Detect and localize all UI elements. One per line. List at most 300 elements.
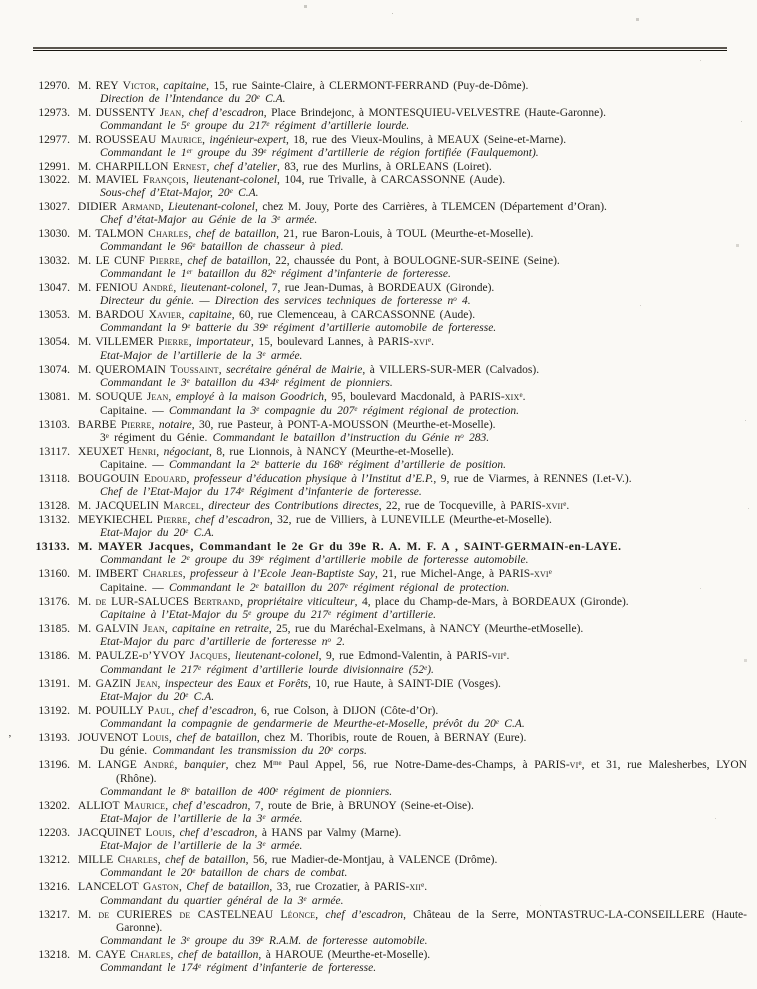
text-segment: e: [187, 321, 191, 330]
entry-number: 13054.: [38, 336, 70, 348]
entry-body: [78, 909, 747, 949]
entry-row: [30, 800, 747, 827]
entry-list: [30, 80, 747, 976]
text-segment: ,: [168, 391, 176, 403]
entry-row: [30, 650, 747, 678]
entry-row: [30, 174, 747, 201]
text-segment: Louis: [145, 827, 173, 839]
text-segment: ALLIOT: [78, 800, 124, 812]
entry-main-line: [78, 909, 747, 935]
text-segment: de: [95, 596, 107, 608]
text-segment: LANCELOT: [78, 881, 143, 893]
text-segment: Charles: [142, 568, 183, 580]
text-segment: capitaine: [163, 80, 207, 92]
text-segment: armée.: [265, 840, 303, 852]
text-segment: e: [241, 485, 245, 494]
text-segment: e: [272, 267, 276, 276]
entry-main-line: [78, 391, 747, 405]
entry-function-line: [78, 718, 747, 732]
text-segment: Commandant les transmission du 20: [152, 745, 331, 757]
text-segment: Ernest: [172, 161, 207, 173]
entry-function-line: [78, 786, 747, 800]
text-segment: régiment d’artillerie automobile de forteresse.: [268, 322, 497, 334]
text-segment: Pierre: [156, 514, 188, 526]
entry-row: [30, 134, 747, 161]
text-segment: e: [275, 785, 279, 794]
text-segment: ).: [427, 664, 434, 676]
text-segment: Chef d’état-Major au Génie de la 3: [100, 214, 278, 226]
text-segment: xvi: [533, 568, 549, 580]
text-segment: de: [98, 909, 110, 921]
text-segment: régiment d’artillerie lourde divisionnaire (52: [201, 664, 425, 676]
entry-body: [78, 446, 747, 473]
text-segment: ,: [202, 134, 210, 146]
text-segment: Capitaine. —: [100, 405, 169, 417]
entry-main-line: [78, 161, 747, 174]
text-segment: , 18, rue des Vieux-Moulins, à MEAUX (Seine-et-Marne).: [285, 134, 567, 146]
text-segment: 4.: [456, 295, 471, 307]
text-segment: ingénieur-expert: [209, 134, 286, 146]
entry-function-line: [78, 120, 747, 134]
text-segment: ,: [172, 827, 180, 839]
text-segment: capitaine en retraite: [172, 623, 269, 635]
entry-function-line: [78, 935, 747, 949]
text-segment: ,: [169, 732, 177, 744]
text-segment: e: [260, 934, 264, 943]
entry-body: [78, 514, 747, 541]
entry-number: 13132.: [38, 514, 70, 526]
text-segment: bataillon de chasseur à pied.: [195, 241, 344, 253]
text-segment: Gaston: [142, 881, 179, 893]
entry-body: [78, 134, 747, 161]
text-segment: e: [263, 146, 267, 155]
text-segment: d’: [142, 650, 153, 662]
entry-main-line: [78, 107, 747, 120]
entry-row: [30, 759, 747, 800]
text-segment: e: [421, 880, 425, 889]
entry-main-line: [78, 800, 747, 813]
text-segment: e: [229, 186, 233, 195]
entry-function-line: [78, 582, 747, 596]
entry-number: 13216.: [38, 881, 70, 893]
text-segment: vii: [491, 650, 504, 662]
entry-number: 13027.: [38, 201, 70, 213]
text-segment: lieutenant-colonel: [193, 174, 278, 186]
entry-number: 13176.: [38, 596, 70, 608]
text-segment: e: [519, 390, 523, 399]
text-segment: o: [460, 431, 464, 440]
entry-row: [30, 391, 747, 419]
entry-body: [78, 568, 747, 596]
text-segment: , 25, rue du Maréchal-Exelmans, à NANCY (Meurthe-etMoselle).: [268, 623, 584, 635]
text-segment: ,: [227, 650, 235, 662]
text-segment: M. CAYE: [78, 949, 131, 961]
text-segment: , 22, rue de Tocqueville, à PARIS-: [378, 500, 546, 512]
text-segment: groupe du 39: [189, 935, 261, 947]
text-segment: .: [566, 500, 570, 512]
text-segment: R.A.M. de forteresse automobile.: [263, 935, 428, 947]
text-segment: régiment d’infanterie de forteresse.: [201, 962, 377, 974]
text-segment: Commandant du quartier général de la 3: [100, 895, 304, 907]
text-segment: .: [424, 881, 428, 893]
entry-function-line: [78, 609, 747, 623]
text-segment: e: [248, 608, 252, 617]
text-segment: ,: [181, 309, 189, 321]
entry-number: 13128.: [38, 500, 70, 512]
entry-main-line: [78, 364, 747, 377]
text-segment: ,: [165, 800, 173, 812]
entry-row: [30, 909, 747, 949]
entry-number: 13191.: [38, 678, 70, 690]
text-segment: , chez M. Jouy, Porte des Carrières, à TLEMCEN (Département d’Oran).: [254, 201, 607, 213]
text-segment: M. MAVIEL: [78, 174, 143, 186]
entry-function-line: [78, 554, 747, 568]
text-segment: e: [192, 240, 196, 249]
entry-main-line: [78, 473, 747, 486]
text-segment: groupe du 217: [189, 120, 267, 132]
text-segment: M. POUILLY: [78, 705, 148, 717]
entry-body: [78, 827, 747, 854]
text-segment: , 6, rue Colson, à DIJON (Côte-d’Or).: [253, 705, 439, 717]
text-segment: Capitaine à l’Etat-Major du 5: [100, 609, 249, 621]
entry-main-line: [78, 282, 747, 295]
entry-body: [78, 364, 747, 391]
text-segment: Commandant le 96: [100, 241, 193, 253]
text-segment: M. BARDOU: [78, 309, 149, 321]
entry-main-line: [78, 336, 747, 350]
text-segment: professeur d’éducation physique à l’Institut d’E.P.: [193, 473, 434, 485]
entry-body: [78, 623, 747, 650]
text-segment: e: [256, 92, 260, 101]
text-segment: xii: [409, 881, 422, 893]
entry-function-line: [78, 432, 747, 446]
entry-main-line: [78, 514, 747, 527]
text-segment: Commandant le 5: [100, 120, 187, 132]
text-segment: e: [339, 458, 343, 467]
text-segment: o: [453, 294, 457, 303]
text-segment: , 83, rue des Murlins, à ORLEANS (Loiret).: [277, 161, 492, 173]
text-segment: M. SOUQUE: [78, 391, 147, 403]
entry-number: 13030.: [38, 228, 70, 240]
entry-row: [30, 473, 747, 500]
entry-row: [30, 500, 747, 514]
text-segment: Lieutenant-colonel: [168, 201, 255, 213]
text-segment: M.: [78, 596, 96, 608]
entry-function-line: [78, 664, 747, 678]
entry-body: [78, 255, 747, 282]
text-segment: M. CHARPILLON: [78, 161, 173, 173]
text-segment: M. IMBERT: [78, 568, 143, 580]
entry-main-line: [78, 500, 747, 514]
text-segment: M. VILLEMER: [78, 336, 158, 348]
entry-main-line: [78, 623, 747, 636]
text-segment: e: [256, 404, 260, 413]
text-segment: Commandant le 20: [100, 867, 193, 879]
text-segment: Bertrand: [193, 596, 241, 608]
text-segment: ,: [185, 174, 194, 186]
text-segment: Commandant le 2: [100, 554, 187, 566]
text-segment: Commandant la 9: [100, 322, 188, 334]
text-segment: me: [273, 758, 282, 767]
text-segment: bataillon de 400: [189, 786, 276, 798]
entry-row: [30, 705, 747, 732]
text-segment: .: [522, 391, 526, 403]
text-segment: ,: [156, 446, 164, 458]
entry-number: 13202.: [38, 800, 70, 812]
text-segment: M.: [78, 909, 99, 921]
text-segment: André: [143, 759, 175, 771]
entry-row: [30, 336, 747, 364]
entry-function-line: [78, 813, 747, 827]
text-segment: Jean: [146, 391, 169, 403]
text-segment: e: [354, 404, 358, 413]
text-segment: armée.: [265, 813, 303, 825]
text-segment: YVOY: [152, 650, 190, 662]
text-segment: ,: [160, 201, 169, 213]
entry-number: 13218.: [38, 949, 70, 961]
text-segment: Commandant le 217: [100, 664, 199, 676]
entry-row: [30, 678, 747, 705]
text-segment: Commandant le 1: [100, 268, 187, 280]
entry-row: [30, 80, 747, 107]
text-segment: négociant: [163, 446, 209, 458]
entry-main-line: [78, 732, 747, 745]
text-segment: Louis: [142, 732, 170, 744]
text-segment: employé à la maison Goodrich: [175, 391, 324, 403]
text-segment: Charles: [130, 949, 171, 961]
entry-body: [78, 161, 747, 174]
entry-body: [78, 336, 747, 364]
entry-body: [78, 107, 747, 134]
text-segment: régiment de pionniers.: [278, 377, 393, 389]
text-segment: JOUVENOT: [78, 732, 143, 744]
entry-row: [30, 107, 747, 134]
text-segment: chef d’escadron: [188, 107, 264, 119]
text-segment: ,: [188, 336, 197, 348]
text-segment: M. GAZIN: [78, 678, 136, 690]
entry-body: [78, 309, 747, 336]
text-segment: régiment du Génie.: [108, 432, 213, 444]
text-segment: e: [262, 349, 266, 358]
text-segment: , à HANS par Valmy (Marne).: [254, 827, 402, 839]
text-segment: ,: [170, 949, 178, 961]
entry-number: 13022.: [38, 174, 70, 186]
text-segment: , 33, rue Crozatier, à PARIS-: [269, 881, 410, 893]
entry-main-line: [78, 309, 747, 322]
text-segment: compagnie du 207: [259, 405, 355, 417]
text-segment: lieutenant-colonel: [234, 650, 319, 662]
text-segment: ,: [173, 282, 181, 294]
entry-body: [78, 949, 747, 976]
entry-number: 13196.: [38, 759, 70, 771]
text-segment: Sous-chef d’Etat-Major, 20: [100, 187, 230, 199]
text-segment: .: [431, 336, 434, 348]
text-segment: DIDIER: [78, 201, 122, 213]
text-segment: ,: [178, 881, 187, 893]
entry-row: [30, 228, 747, 255]
entry-number: 12991.: [38, 161, 70, 173]
text-segment: e: [255, 581, 259, 590]
entry-function-line: [78, 147, 747, 161]
text-segment: professeur à l’Ecole Jean-Baptiste Say: [190, 568, 375, 580]
entry-main-line: [78, 419, 747, 432]
text-segment: Chef de l’Etat-Major du 174: [100, 486, 242, 498]
text-segment: Commandant le bataillon d’instruction du Génie n: [212, 432, 461, 444]
text-segment: Commandant le 174: [100, 962, 199, 974]
entry-body: [78, 391, 747, 419]
text-segment: xvii: [545, 500, 564, 512]
text-segment: chef d’escadron: [325, 909, 404, 921]
text-segment: chef de bataillon: [195, 228, 277, 240]
text-segment: , 22, chaussée du Pont, à BOULOGNE-SUR-SEINE (Seine).: [267, 255, 560, 267]
text-segment: Léonce: [280, 909, 316, 921]
text-segment: , 56, rue Madier-de-Montjau, à VALENCE (Drôme).: [245, 854, 498, 866]
entry-number: 13192.: [38, 705, 70, 717]
entry-main-line: [78, 678, 747, 691]
text-segment: XEUXET: [78, 446, 129, 458]
text-segment: inspecteur des Eaux et Forêts: [164, 678, 308, 690]
text-segment: directeur des Contributions directes: [208, 500, 379, 512]
entry-main-line: [78, 80, 747, 93]
text-segment: Etat-Major du 20: [100, 691, 186, 703]
entry-main-line: [78, 255, 747, 268]
text-segment: chef d’escadron: [179, 827, 255, 839]
entry-main-line: [78, 759, 747, 786]
text-segment: ,: [157, 854, 166, 866]
entry-function-line: [78, 840, 747, 854]
entry-main-line: [78, 541, 747, 554]
text-segment: , 21, rue Michel-Ange, à PARIS-: [374, 568, 534, 580]
text-segment: bataillon du 434: [189, 377, 276, 389]
text-segment: ,: [188, 228, 196, 240]
text-segment: e: [185, 526, 189, 535]
text-segment: MEYKIECHEL: [78, 514, 157, 526]
entry-body: [78, 419, 747, 446]
entry-function-line: [78, 486, 747, 500]
text-segment: Commandant le 3: [100, 377, 187, 389]
scan-dust-specks: [0, 0, 1, 1]
text-segment: C.A.: [232, 187, 259, 199]
entry-row: [30, 161, 747, 174]
text-segment: propriétaire viticulteur: [247, 596, 355, 608]
text-segment: C.A.: [188, 527, 215, 539]
text-segment: ,: [240, 596, 248, 608]
text-segment: capitaine: [188, 309, 232, 321]
text-segment: Chef de bataillon: [186, 881, 270, 893]
text-segment: Henri: [128, 446, 157, 458]
text-segment: e: [578, 758, 582, 767]
entry-row: [30, 623, 747, 650]
text-segment: , 8, rue Lionnois, à NANCY (Meurthe-et-Moselle).: [208, 446, 454, 458]
text-segment: M. QUEROMAIN: [78, 364, 171, 376]
entry-body: [78, 201, 747, 228]
text-segment: , 4, place du Champ-de-Mars, à BORDEAUX (Gironde).: [354, 596, 629, 608]
text-segment: BARBE: [78, 419, 121, 431]
entry-body: [78, 759, 747, 800]
text-segment: ,: [182, 568, 191, 580]
text-segment: C.A.: [188, 691, 215, 703]
text-segment: , 7, rue Jean-Dumas, à BORDEAUX (Gironde).: [264, 282, 495, 294]
entry-main-line: [78, 827, 747, 840]
entry-function-line: [78, 268, 747, 282]
entry-row: [30, 309, 747, 336]
text-segment: batterie du 168: [259, 459, 340, 471]
text-segment: ,: [179, 255, 188, 267]
text-segment: e: [192, 866, 196, 875]
text-segment: e: [198, 961, 202, 970]
text-segment: Commandant la 2: [169, 459, 257, 471]
entry-row: [30, 827, 747, 854]
text-segment: , et 31, rue Malesherbes, LYON (Rhône).: [116, 759, 747, 785]
text-segment: ,: [200, 500, 209, 512]
entry-body: [78, 800, 747, 827]
text-segment: e: [186, 119, 190, 128]
text-segment: Capitaine. —: [100, 459, 169, 471]
entry-number: 13193.: [38, 732, 70, 744]
text-segment: groupe du 39: [189, 554, 261, 566]
text-segment: Etat-Major de l’artillerie de la 3: [100, 350, 263, 362]
text-segment: , 21, rue Baron-Louis, à TOUL (Meurthe-et-Moselle).: [276, 228, 534, 240]
text-segment: , Château de la Serre, MONTASTRUC-LA-CONSEILLERE (Haute-Garonne).: [116, 909, 747, 934]
text-segment: , 104, rue Trivalle, à CARCASSONNE (Aude).: [277, 174, 506, 186]
entry-main-line: [78, 705, 747, 718]
text-segment: groupe du 39: [192, 147, 264, 159]
text-segment: e: [186, 785, 190, 794]
text-segment: BOUGOUIN: [78, 473, 144, 485]
entry-row: [30, 541, 747, 568]
text-segment: M. GALVIN: [78, 623, 144, 635]
entry-function-line: [78, 93, 747, 107]
text-segment: MILLE: [78, 854, 118, 866]
text-segment: Victor: [122, 80, 156, 92]
entry-number: 13032.: [38, 255, 70, 267]
text-segment: 3: [100, 432, 106, 444]
text-segment: e: [186, 553, 190, 562]
text-segment: Marcel: [163, 500, 201, 512]
text-segment: vi: [569, 759, 579, 771]
text-segment: M. PAULZE-: [78, 650, 143, 662]
entry-main-line: [78, 134, 747, 147]
text-segment: Etat-Major de l’artillerie de la 3: [100, 840, 263, 852]
entry-function-line: [78, 459, 747, 473]
entry-row: [30, 732, 747, 759]
text-segment: ,: [181, 107, 189, 119]
entry-number: 13186.: [38, 650, 70, 662]
text-segment: ,: [174, 759, 185, 771]
entry-function-line: [78, 377, 747, 391]
text-segment: Maurice: [160, 134, 203, 146]
text-segment: chef d’escadron: [172, 800, 248, 812]
text-segment: notaire: [158, 419, 192, 431]
text-segment: Directeur du génie. — Direction des services techniques de forteresse n: [100, 295, 454, 307]
entry-main-line: [78, 446, 747, 459]
text-segment: Commandant le 8: [100, 786, 187, 798]
entry-body: [78, 881, 747, 909]
text-segment: Armand: [121, 201, 161, 213]
text-segment: M. REY: [78, 80, 123, 92]
text-segment: Pierre: [157, 336, 189, 348]
text-segment: importateur: [196, 336, 252, 348]
text-segment: ,: [157, 678, 165, 690]
text-segment: , 7, route de Brie, à BRUNOY (Seine-et-Oise).: [247, 800, 474, 812]
entry-function-line: [78, 322, 747, 336]
text-segment: e: [186, 934, 190, 943]
text-segment: , 15, boulevard Lannes, à PARIS-: [251, 336, 414, 348]
entry-number: 13103.: [38, 419, 70, 431]
entry-body: [78, 80, 747, 107]
text-segment: bataillon du 82: [192, 268, 273, 280]
entry-function-line: [78, 241, 747, 255]
